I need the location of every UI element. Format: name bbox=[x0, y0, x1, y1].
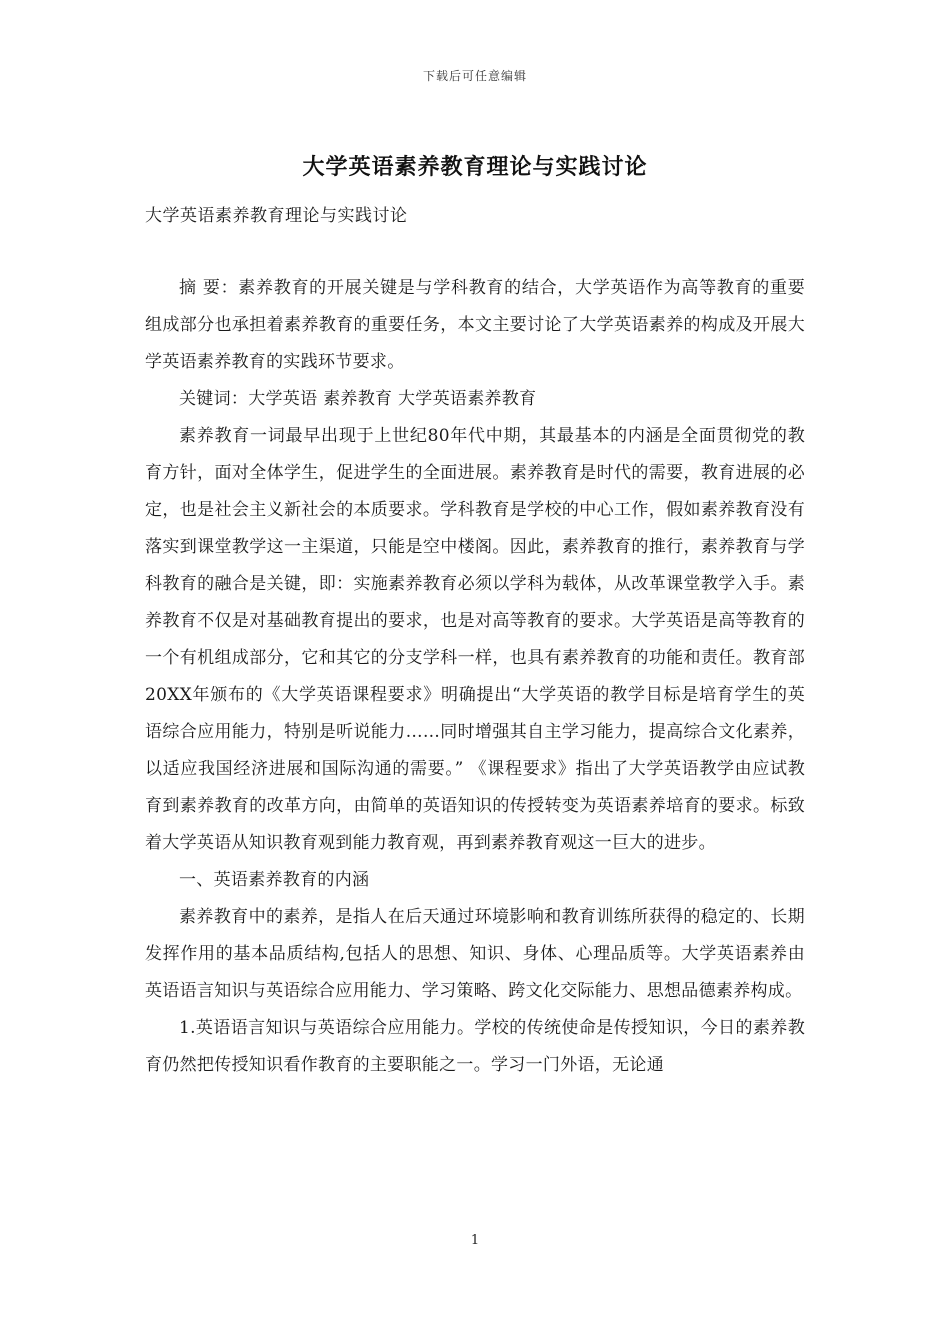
abstract-paragraph: 摘 要：素养教育的开展关键是与学科教育的结合，大学英语作为高等教育的重要组成部分也承担着素养教育的重要任务，本文主要讨论了大学英语素养的构成及开展大学英语素养教育的实践环节要求。 bbox=[145, 278, 805, 372]
document-title: 大学英语素养教育理论与实践讨论 bbox=[302, 154, 648, 180]
section-heading: 一、英语素养教育的内涵 bbox=[179, 870, 370, 890]
page-number: 1 bbox=[470, 1233, 480, 1248]
intro-paragraph: 素养教育一词最早出现于上世纪80年代中期，其最基本的内涵是全面贯彻党的教育方针，面对全体学生，促进学生的全面进展。素养教育是时代的需要，教育进展的必定，也是社会主义新社会的本质要求。学科教育是学校的中心工作，假如素养教育没有落实到课堂教学这一主渠道，只能是空中楼阁。因此，素养教育的推行，素养教育与学科教育的融合是关键，即：实施素养教育必须以学科为载体，从改革课堂教学入手。素养教育不仅是对基础教育提出的要求，也是对高等教育的要求。大学英语是高等教育的一个有机组成部分，它和其它的分支学科一样，也具有素养教育的功能和责任。教育部20XX年颁布的《大学英语课程要求》明确提出“大学英语的教学目标是培育学生的英语综合应用能力，特别是听说能力……同时增强其自主学习能力，提高综合文化素养，以适应我国经济进展和国际沟通的需要。” 《课程要求》指出了大学英语教学由应试教育到素养教育的改革方向，由简单的英语知识的传授转变为英语素养培育的要求。标致着大学英语从知识教育观到能力教育观，再到素养教育观这一巨大的进步。 bbox=[145, 426, 805, 853]
subsection-paragraph: 1.英语语言知识与英语综合应用能力。学校的传统使命是传授知识，今日的素养教育仍然把传授知识看作教育的主要职能之一。学习一门外语，无论通 bbox=[145, 1018, 805, 1075]
keywords-paragraph: 关键词：大学英语 素养教育 大学英语素养教育 bbox=[179, 389, 537, 409]
document-subtitle: 大学英语素养教育理论与实践讨论 bbox=[145, 206, 408, 226]
running-header: 下载后可任意编辑 bbox=[422, 69, 527, 83]
definition-paragraph: 素养教育中的素养，是指人在后天通过环境影响和教育训练所获得的稳定的、长期发挥作用的基本品质结构,包括人的思想、知识、身体、心理品质等。大学英语素养由英语语言知识与英语综合应用能力、学习策略、跨文化交际能力、思想品德素养构成。 bbox=[145, 907, 805, 1001]
document-body bbox=[145, 270, 805, 1084]
